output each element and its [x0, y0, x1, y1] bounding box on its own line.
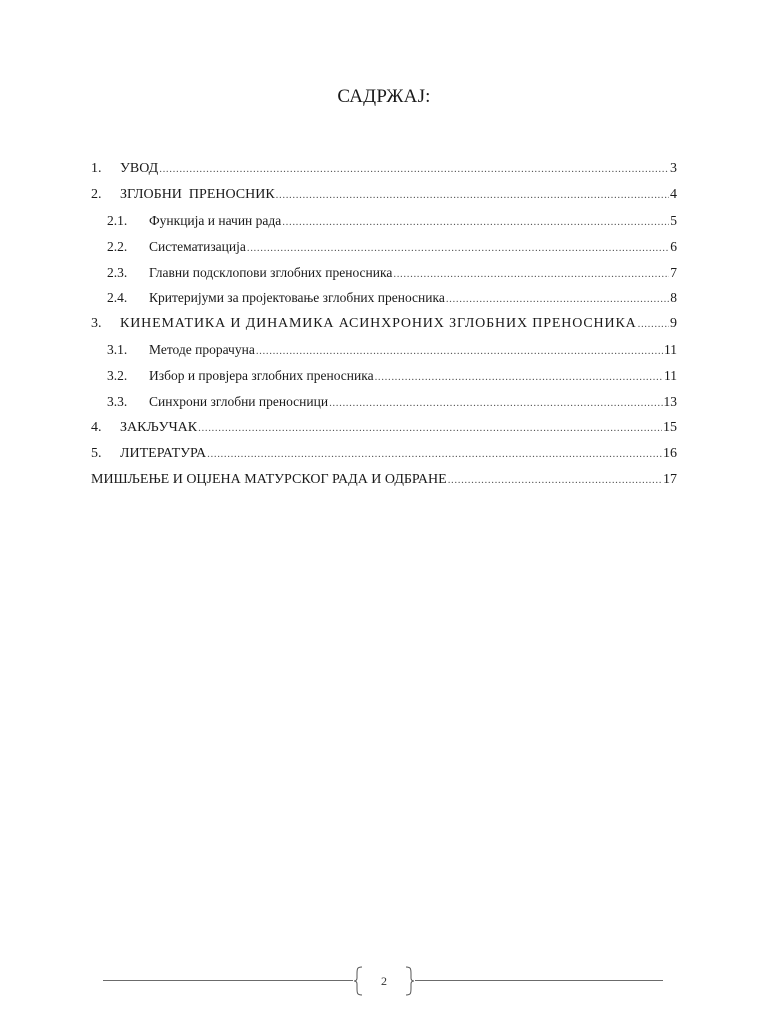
toc-entry-number: 1. [91, 161, 102, 176]
dot-leader [207, 448, 662, 460]
toc-entry-title: Методе прорачуна [149, 342, 255, 358]
toc-entry-number: 3.2. [107, 368, 128, 384]
toc-entry-page: 11 [664, 342, 677, 358]
right-brace-icon [405, 966, 415, 996]
toc-entry-page: 5 [670, 212, 677, 228]
toc-entry[interactable] [91, 446, 677, 472]
toc-entry[interactable] [91, 420, 677, 446]
toc-entry-title: ЛИТЕРАТУРА [120, 445, 207, 461]
page-number: 2 [381, 974, 387, 988]
dot-leader [276, 189, 669, 201]
toc-entry-title: ЗГЛОБНИ ПРЕНОСНИК [120, 186, 275, 202]
toc-entry-page: 7 [670, 264, 677, 280]
toc-entry-number: 3.3. [107, 394, 128, 410]
toc-entry-page: 3 [670, 161, 677, 176]
toc-entry-title: МИШЉЕЊЕ И ОЦЈЕНА МАТУРСКОГ РАДА И ОДБРАНЕ [91, 471, 447, 487]
toc-entry-number: 2.2. [107, 238, 128, 254]
toc-entry-page: 8 [670, 290, 677, 306]
toc-entry-title: КИНЕМАТИКА И ДИНАМИКА АСИНХРОНИХ ЗГЛОБНИХ ПРЕНОСНИКА [120, 316, 637, 332]
toc-entry[interactable] [91, 265, 677, 291]
page-footer [103, 966, 663, 996]
toc-entry-page: 6 [670, 238, 677, 254]
toc-entry-title: Синхрони зглобни преносници [149, 394, 329, 410]
table-of-contents [91, 161, 677, 498]
dot-leader [247, 242, 669, 254]
toc-entry[interactable] [91, 187, 677, 213]
toc-entry[interactable] [91, 368, 677, 394]
toc-entry[interactable] [91, 213, 677, 239]
toc-entry[interactable] [91, 239, 677, 265]
footer-rule-left [103, 980, 353, 981]
toc-entry-title: Избор и провјера зглобних преносника [149, 368, 374, 384]
toc-entry[interactable] [91, 290, 677, 316]
toc-entry[interactable] [91, 472, 677, 498]
left-brace-icon [353, 966, 363, 996]
page-title: САДРЖАЈ: [337, 86, 431, 107]
toc-entry-title: Главни подсклопови зглобних преносника [149, 264, 393, 280]
toc-entry[interactable] [91, 316, 677, 342]
toc-entry-number: 2.4. [107, 290, 128, 306]
dot-leader [448, 474, 662, 486]
toc-entry-title: ЗАКЉУЧАК [120, 419, 198, 435]
toc-entry[interactable] [91, 394, 677, 420]
toc-entry-page: 9 [670, 316, 677, 332]
dot-leader [159, 163, 669, 175]
dot-leader [393, 268, 669, 280]
toc-entry[interactable] [91, 161, 677, 187]
dot-leader [256, 345, 663, 357]
toc-entry-number: 4. [91, 419, 102, 435]
toc-entry-page: 4 [670, 186, 677, 202]
toc-entry-title: Систематизација [149, 238, 246, 254]
toc-entry-page: 17 [663, 471, 677, 487]
toc-entry-title: УВОД [120, 161, 159, 176]
dot-leader [282, 216, 669, 228]
toc-entry-title: Критеријуми за пројектовање зглобних преносника [149, 290, 445, 306]
toc-entry-page: 16 [663, 445, 677, 461]
toc-entry-number: 3.1. [107, 342, 128, 358]
toc-entry-number: 2.1. [107, 212, 128, 228]
toc-entry[interactable] [91, 342, 677, 368]
toc-entry-number: 3. [91, 316, 102, 332]
dot-leader [198, 422, 662, 434]
dot-leader [638, 318, 669, 330]
toc-entry-number: 2.3. [107, 264, 128, 280]
toc-entry-page: 13 [663, 394, 677, 410]
toc-entry-page: 15 [663, 419, 677, 435]
toc-entry-page: 11 [664, 368, 677, 384]
dot-leader [375, 371, 663, 383]
toc-entry-title: Функција и начин рада [149, 212, 282, 228]
toc-entry-number: 5. [91, 445, 102, 461]
dot-leader [446, 293, 669, 305]
dot-leader [329, 397, 662, 409]
footer-rule-right [415, 980, 663, 981]
toc-entry-number: 2. [91, 186, 102, 202]
